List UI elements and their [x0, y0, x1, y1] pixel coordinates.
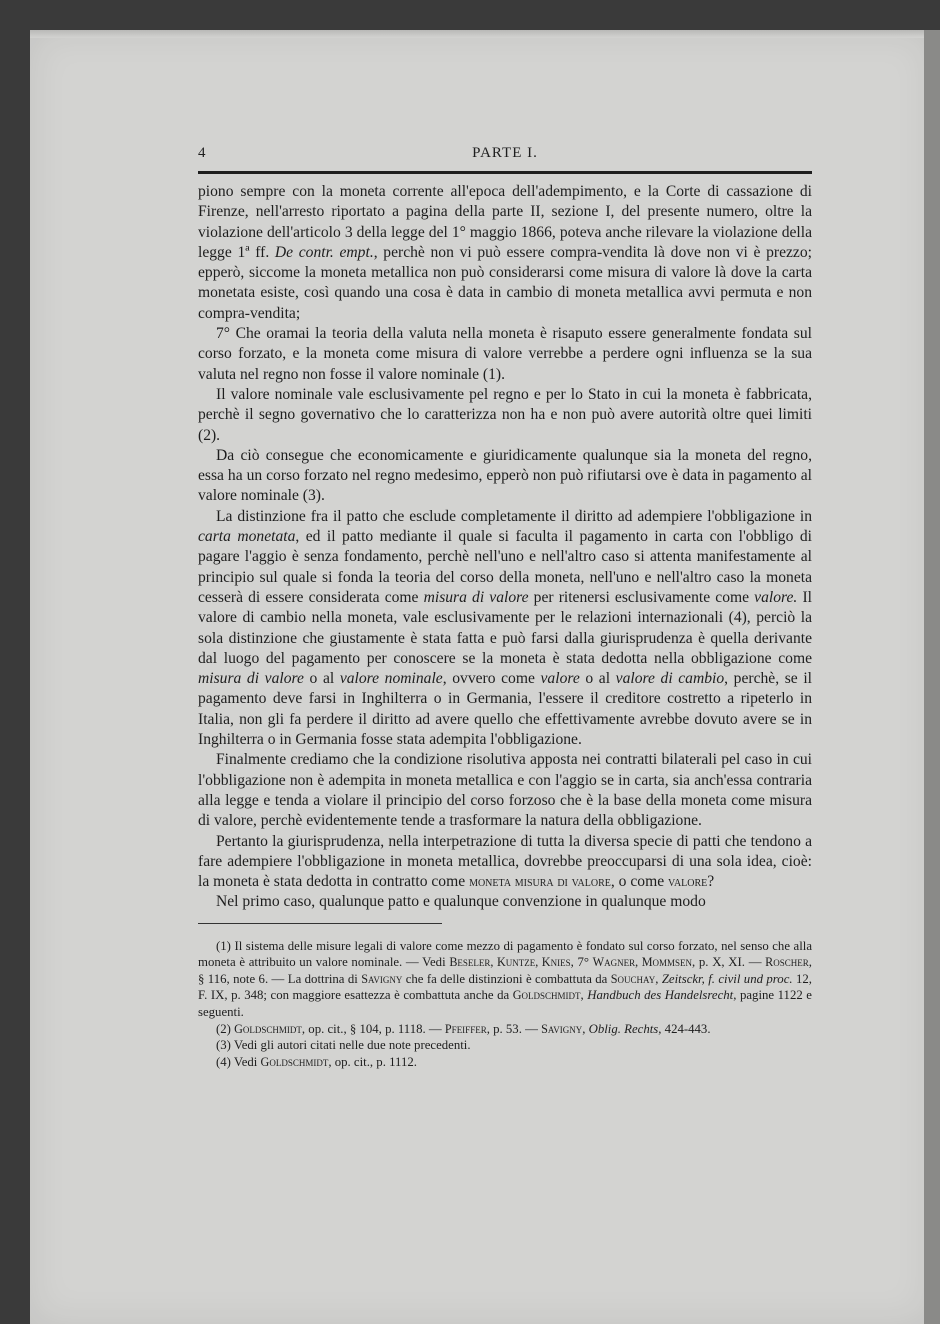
- footnote-1: (1) Il sistema delle misure legali di valore come mezzo di pagamento è fondato sul corso forzato, nel senso che alla moneta è attribuito un valore nominale. — Vedi Beseler, Kuntze, Knies, 7° Wagner, Mommsen, p. X, XI. — Roscher, § 116, note 6. — La dottrina di Savigny che fa delle distinzioni è combattuta da Souchay, Zeitsckr, f. civil und proc. 12, F. IX, p. 348; con maggiore esattezza è combattuta anche da Goldschmidt, Handbuch des Handelsrecht, pagine 1122 e seguenti.: [198, 938, 812, 1020]
- header-rule: [198, 171, 812, 174]
- footnotes: [198, 938, 812, 1071]
- footnote-3: (3) Vedi gli autori citati nelle due note precedenti.: [216, 1038, 471, 1053]
- paragraph-5: La distinzione fra il patto che esclude completamente il diritto ad adempiere l'obbligazione in carta monetata, ed il patto mediante il quale si faculta il pagamento in carta con l'obbligo di pagare l'aggio è senza fondamento, perchè nell'uno e nell'altro caso si attenta manifestamente al principio sul quale si fonda la teoria del corso della moneta, nell'uno e nell'altro caso la moneta cesserà di essere considerata come misura di valore per ritenersi esclusivamente come valore. Il valore di cambio nella moneta, vale esclusivamente per le relazioni internazionali (4), perciò la sola distinzione che giustamente è stata fatta e può farsi dalla giurisprudenza è quella derivante dal luogo del pagamento per conoscere se la moneta è stata dedotta nella obbligazione come misura di valore o al valore nominale, ovvero come valore o al valore di cambio, perchè, se il pagamento deve farsi in Inghilterra o in Germania, l'essere il creditore costretto a ripeterlo in Italia, non gli fa perdere il diritto ad avere quello che effettivamente avrebbe dovuto avere se in Inghilterra o in Germania fosse stata adempita l'obbligazione.: [198, 507, 812, 749]
- paragraph-4: Da ciò consegue che economicamente e giuridicamente qualunque sia la moneta del regno, essa ha un corso forzato nel regno medesimo, epperò non può rifiutarsi ove è data in pagamento al valore nominale (3).: [198, 446, 812, 505]
- paragraph-1: piono sempre con la moneta corrente all'epoca dell'adempimento, e la Corte di cassazione di Firenze, nell'arresto riportato a pagina della parte II, sezione I, del presente numero, oltre la violazione dell'articolo 3 della legge del 1° maggio 1866, poteva anche rilevare la violazione della legge 1ª ff. De contr. empt., perchè non vi può essere compra-vendita là dove non vi è prezzo; epperò, siccome la moneta metallica non può considerarsi come misura di valore là dove la carta monetata esiste, così quando una cosa è data in cambio di moneta metallica avvi permuta e non compra-vendita;: [198, 183, 812, 322]
- footnote-rule: [198, 923, 442, 924]
- paragraph-2: 7° Che oramai la teoria della valuta nella moneta è risaputo essere generalmente fondata sul corso forzato, e la moneta come misura di valore verrebbe a perdere ogni influenza se la sua valuta nel regno non fosse il valore nominale (1).: [198, 325, 812, 383]
- page-top-edge: [30, 30, 932, 38]
- page-content: [198, 145, 812, 1070]
- page-header: [198, 145, 812, 167]
- body-text: [198, 182, 812, 913]
- paragraph-3: Il valore nominale vale esclusivamente pel regno e per lo Stato in cui la moneta è fabbricata, perchè il segno governativo che lo caratterizza non ha e non può avere autorità oltre quei limiti (2).: [198, 385, 812, 444]
- footnote-2: (2) Goldschmidt, op. cit., § 104, p. 1118. — Pfeiffer, p. 53. — Savigny, Oblig. Rechts, 424-443.: [216, 1021, 711, 1036]
- page-right-edge: [924, 30, 940, 1324]
- page-number: 4: [198, 145, 206, 161]
- running-title: PARTE I.: [472, 145, 538, 161]
- paragraph-7: Pertanto la giurisprudenza, nella interpetrazione di tutta la diversa specie di patti che tendono a fare adempiere l'obbligazione in moneta metallica, dovrebbe preoccuparsi di una sola idea, cioè: la moneta è stata dedotta in contratto come moneta misura di valore, o come valore?: [198, 832, 812, 891]
- paragraph-6: Finalmente crediamo che la condizione risolutiva apposta nei contratti bilaterali pel caso in cui l'obbligazione non è adempita in moneta metallica e con l'aggio se in carta, sia anch'essa contraria alla legge e tenda a violare il principio del corso forzoso che è la base della moneta come misura di valore, perchè evidentemente tende a trasformare la natura della obbligazione.: [198, 751, 812, 830]
- paragraph-8: Nel primo caso, qualunque patto e qualunque convenzione in qualunque modo: [216, 893, 706, 911]
- footnote-4: (4) Vedi Goldschmidt, op. cit., p. 1112.: [216, 1054, 417, 1069]
